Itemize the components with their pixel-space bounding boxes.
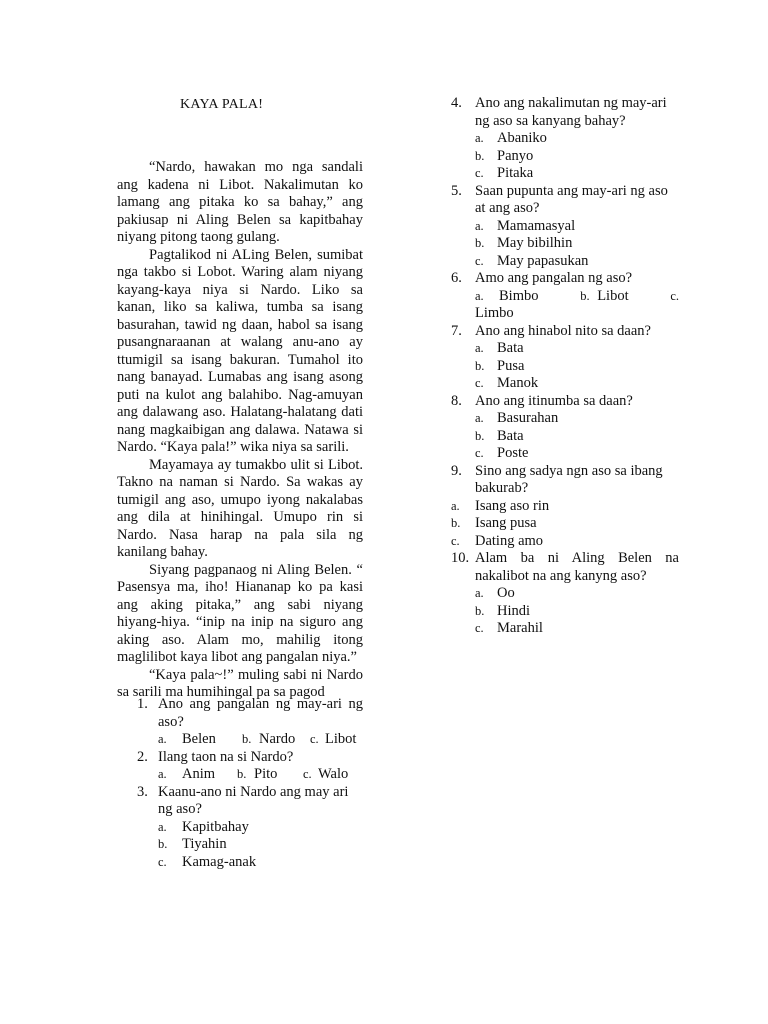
option-b: [475, 358, 679, 376]
question-options: [475, 288, 679, 323]
story-paragraph: “Kaya pala~!” muling sabi ni Nardo sa sarili ma humihingal pa sa pagod: [117, 666, 363, 700]
option-letter: b.: [475, 148, 485, 163]
question-6: [451, 270, 679, 323]
story-paragraph: “Nardo, hawakan mo nga sandali ang kadena ni Libot. Nakalimutan ko lamang ang pitaka ko sa bahay,” ang pakiusap ni Aling Belen sa kapitbahay niyang pitong taong gulang.: [117, 159, 363, 245]
option-letter: b.: [475, 358, 485, 373]
question-8: [451, 393, 679, 463]
option-text: Tiyahin: [182, 836, 227, 852]
option-b: [475, 148, 679, 166]
option-letter: b.: [475, 428, 485, 443]
option-text: Kamag-anak: [182, 853, 257, 870]
option-letter: a.: [475, 288, 484, 303]
option-letter: a.: [451, 498, 460, 513]
option-b: [475, 603, 679, 621]
option-text: Libot: [325, 731, 357, 747]
question-text: Amo ang pangalan ng aso?: [475, 270, 633, 286]
option-c: [475, 620, 679, 638]
option-letter: b.: [158, 837, 168, 851]
question-options: [475, 340, 679, 393]
option-text: Isang pusa: [475, 515, 537, 531]
option-text: Manok: [497, 375, 539, 391]
option-text: Hindi: [497, 602, 531, 619]
questions-list-left: [137, 696, 363, 871]
question-5: [451, 183, 679, 271]
option-c: [475, 445, 679, 463]
option-a: [158, 766, 237, 784]
option-text: Pito: [254, 766, 278, 782]
question-3: [137, 784, 363, 872]
question-number: 2.: [137, 748, 148, 765]
question-text: Ano ang pangalan ng may-ari ng aso?: [158, 696, 363, 730]
option-text: Bimbo: [499, 287, 539, 304]
option-c: Limbo: [475, 305, 514, 321]
question-options: [158, 819, 363, 872]
option-b: [475, 428, 679, 446]
option-c: [475, 165, 679, 183]
question-number: 5.: [451, 182, 462, 199]
option-text: Basurahan: [497, 410, 559, 426]
option-letter: a.: [475, 218, 484, 233]
option-a: [475, 288, 538, 306]
story-body: [117, 159, 363, 702]
option-c: [303, 766, 348, 784]
option-c: [310, 731, 356, 749]
option-text: Abaniko: [497, 130, 547, 146]
question-number: 1.: [137, 696, 148, 712]
option-letter: c.: [475, 376, 484, 390]
option-text: Bata: [497, 340, 524, 356]
option-letter: c.: [451, 533, 460, 548]
option-letter: b.: [237, 767, 247, 781]
story-title: KAYA PALA!: [180, 97, 264, 112]
question-9: [451, 463, 679, 551]
option-b: [242, 731, 310, 749]
question-7: [451, 323, 679, 393]
option-letter: c.: [303, 767, 312, 781]
option-letter: b.: [451, 516, 461, 530]
option-letter: c.: [310, 732, 319, 746]
option-a: [475, 585, 679, 603]
option-a: [158, 819, 363, 837]
question-2: [137, 749, 363, 784]
question-options: [158, 766, 363, 784]
option-b: [158, 836, 363, 854]
option-text: May papasukan: [497, 252, 589, 269]
option-letter: b.: [242, 732, 252, 746]
question-text: Ano ang hinabol nito sa daan?: [475, 322, 651, 339]
option-a: [475, 130, 679, 148]
question-text: Kaanu-ano ni Nardo ang may ari ng aso?: [158, 783, 349, 817]
option-text: Kapitbahay: [182, 818, 249, 835]
option-letter: b.: [580, 288, 590, 303]
question-number: 8.: [451, 392, 462, 409]
option-c: [475, 375, 679, 393]
option-row: [475, 288, 679, 306]
option-a: [475, 218, 679, 236]
question-options: [475, 410, 679, 463]
question-text: Ano ang itinumba sa daan?: [475, 392, 633, 409]
option-text: Marahil: [497, 620, 543, 636]
question-text: Sino ang sadya ngn aso sa ibang bakurab?: [475, 462, 663, 496]
option-letter: a.: [158, 732, 167, 746]
option-text: Isang aso rin: [475, 497, 550, 514]
question-text: Alam ba ni Aling Belen na nakalibot na ang kanyng aso?: [475, 550, 679, 584]
option-text: Panyo: [497, 147, 534, 164]
option-letter: c.: [475, 166, 484, 180]
option-letter: c.: [670, 288, 679, 303]
question-text: Ilang taon na si Nardo?: [158, 748, 294, 765]
option-letter: b.: [475, 603, 485, 618]
story-paragraph: Mayamaya ay tumakbo ulit si Libot. Takno na naman si Nardo. Sa wakas ay tumigil ang aso, umupo iyong nakalabas ang dila at hinihingal. Umupo rin si Nardo. Nasa harap na pala sila ng kanilang bahay.: [117, 456, 363, 560]
option-letter: c.: [475, 446, 484, 460]
question-text: Saan pupunta ang may-ari ng aso at ang aso?: [475, 182, 668, 216]
story-paragraph: Pagtalikod ni ALing Belen, sumibat nga takbo si Lobot. Waring alam niyang kayang-kaya niya si Nardo. Liko sa kanan, liko sa kaliwa, tumba sa isang basurahan, tawid ng daan, habol sa isang pusangnaraanan at walang anu-ano ay ttumigil sa isang bakuran. Tumahol ito nang banayad. Lumabas ang isang asong puti na kulot ang balahibo. Nag-amuyan ang dalawang aso. Halatang-halatang dati nang magkaibigan ang dalawa. Natawa si Nardo. “Kaya pala!” wika niya sa sarili.: [117, 246, 363, 455]
option-letter: a.: [475, 341, 484, 355]
option-b: [475, 235, 679, 253]
question-options: [475, 218, 679, 271]
question-number: 6.: [451, 270, 462, 286]
story-paragraph: Siyang pagpanaog ni Aling Belen. “ Pasensya ma, iho! Hiananap ko pa kasi ang aking pitaka,” ang sabi niyang hiyang-hiya. “inip na inip na siguro ang aking aso. Alam mo, mahilig itong maglilibot kaya libot ang pangalan niya.”: [117, 561, 363, 665]
question-10: [451, 550, 679, 638]
option-b: [451, 515, 679, 533]
option-text: May bibilhin: [497, 235, 573, 251]
question-1: [137, 696, 363, 749]
option-text: Pusa: [497, 357, 525, 374]
option-c: [475, 253, 679, 271]
question-number: 7.: [451, 322, 462, 339]
option-letter: a.: [158, 819, 167, 834]
option-letter: a.: [475, 586, 484, 600]
option-text: Poste: [497, 445, 529, 461]
questions-list-right: [451, 95, 679, 638]
question-number: 9.: [451, 462, 462, 479]
option-text: Anim: [182, 766, 216, 782]
option-text: Pitaka: [497, 165, 534, 181]
question-options: [451, 497, 679, 551]
question-number: 3.: [137, 783, 148, 800]
option-text: Bata: [497, 427, 524, 444]
option-text: Oo: [497, 585, 515, 601]
option-letter: b.: [475, 236, 485, 250]
option-b: [237, 766, 303, 784]
option-letter: a.: [158, 767, 167, 781]
option-text: Dating amo: [475, 532, 544, 549]
option-text: Libot: [597, 287, 629, 304]
option-letter: a.: [475, 411, 484, 425]
option-a: [475, 340, 679, 358]
option-letter: a.: [475, 131, 484, 145]
option-a: [451, 498, 679, 516]
option-text: Nardo: [259, 731, 296, 747]
option-letter: c.: [475, 621, 484, 635]
question-number: 10.: [451, 550, 470, 566]
option-a: [158, 731, 242, 749]
question-4: [451, 95, 679, 183]
option-text: Walo: [318, 766, 349, 782]
option-letter: c.: [158, 854, 167, 869]
question-text: Ano ang nakalimutan ng may-ari ng aso sa kanyang bahay?: [475, 95, 667, 129]
option-text: Belen: [182, 731, 216, 747]
question-options: [158, 731, 363, 749]
question-options: [475, 130, 679, 183]
question-number: 4.: [451, 95, 462, 111]
option-c: [451, 533, 679, 551]
option-letter: c.: [475, 253, 484, 268]
option-text: Mamamasyal: [497, 217, 576, 234]
option-b: [580, 288, 628, 306]
question-options: [475, 585, 679, 638]
option-c: [158, 854, 363, 872]
option-a: [475, 410, 679, 428]
